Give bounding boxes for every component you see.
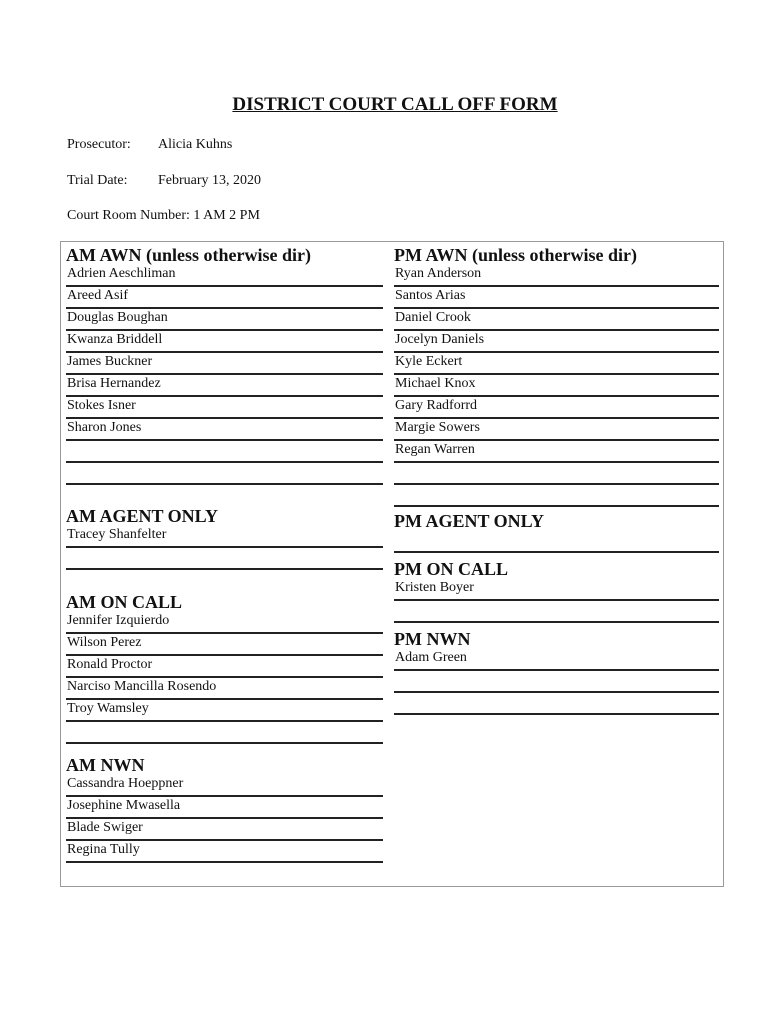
pm-awn-name: Regan Warren	[394, 441, 719, 463]
form-title: DISTRICT COURT CALL OFF FORM	[232, 94, 558, 115]
am-awn-name: Brisa Hernandez	[66, 375, 383, 397]
am-awn-name: Adrien Aeschliman	[66, 265, 383, 287]
am-nwn-name: Josephine Mwasella	[66, 797, 383, 819]
am-agent-section	[66, 506, 383, 570]
blank-line	[394, 693, 719, 715]
trial-date-label: Trial Date:	[67, 173, 128, 188]
pm-nwn-name: Adam Green	[394, 649, 719, 671]
am-nwn-name: Blade Swiger	[66, 819, 383, 841]
am-on-call-name: Jennifer Izquierdo	[66, 612, 383, 634]
blank-line	[394, 531, 719, 553]
pm-on-call-heading: PM ON CALL	[394, 559, 508, 579]
pm-awn-name: Ryan Anderson	[394, 265, 719, 287]
am-agent-heading: AM AGENT ONLY	[66, 506, 219, 526]
pm-awn-name: Gary Radforrd	[394, 397, 719, 419]
pm-on-call-section	[394, 559, 719, 623]
prosecutor-value: Alicia Kuhns	[158, 137, 233, 152]
blank-line	[394, 671, 719, 693]
am-nwn-name: Cassandra Hoeppner	[66, 775, 383, 797]
blank-line	[66, 463, 383, 485]
pm-awn-heading: PM AWN (unless otherwise dir)	[394, 245, 637, 265]
blank-line	[66, 548, 383, 570]
am-nwn-heading: AM NWN	[66, 755, 145, 775]
pm-awn-name: Jocelyn Daniels	[394, 331, 719, 353]
blank-line	[394, 485, 719, 507]
pm-awn-name: Santos Arias	[394, 287, 719, 309]
am-awn-heading: AM AWN (unless otherwise dir)	[66, 245, 311, 265]
pm-awn-name: Michael Knox	[394, 375, 719, 397]
am-awn-name: James Buckner	[66, 353, 383, 375]
pm-awn-section	[394, 245, 719, 507]
am-nwn-section	[66, 755, 383, 863]
am-nwn-name: Regina Tully	[66, 841, 383, 863]
pm-awn-name: Margie Sowers	[394, 419, 719, 441]
am-awn-name: Sharon Jones	[66, 419, 383, 441]
am-on-call-section	[66, 592, 383, 744]
blank-line	[66, 722, 383, 744]
pm-agent-section	[394, 511, 719, 553]
am-awn-section	[66, 245, 383, 485]
trial-date-value: February 13, 2020	[158, 173, 262, 188]
pm-nwn-section	[394, 629, 719, 715]
pm-awn-name: Daniel Crook	[394, 309, 719, 331]
blank-line	[394, 601, 719, 623]
am-on-call-name: Ronald Proctor	[66, 656, 383, 678]
am-on-call-name: Troy Wamsley	[66, 700, 383, 722]
am-on-call-name: Wilson Perez	[66, 634, 383, 656]
prosecutor-label: Prosecutor:	[67, 137, 131, 152]
pm-nwn-heading: PM NWN	[394, 629, 471, 649]
blank-line	[394, 463, 719, 485]
pm-on-call-name: Kristen Boyer	[394, 579, 719, 601]
pm-agent-heading: PM AGENT ONLY	[394, 511, 545, 531]
blank-line	[66, 441, 383, 463]
am-awn-name: Kwanza Briddell	[66, 331, 383, 353]
am-awn-name: Stokes Isner	[66, 397, 383, 419]
am-awn-name: Douglas Boughan	[66, 309, 383, 331]
am-on-call-name: Narciso Mancilla Rosendo	[66, 678, 383, 700]
am-on-call-heading: AM ON CALL	[66, 592, 182, 612]
am-agent-name: Tracey Shanfelter	[66, 526, 383, 548]
am-awn-name: Areed Asif	[66, 287, 383, 309]
court-room-number: Court Room Number: 1 AM 2 PM	[67, 208, 260, 223]
pm-awn-name: Kyle Eckert	[394, 353, 719, 375]
